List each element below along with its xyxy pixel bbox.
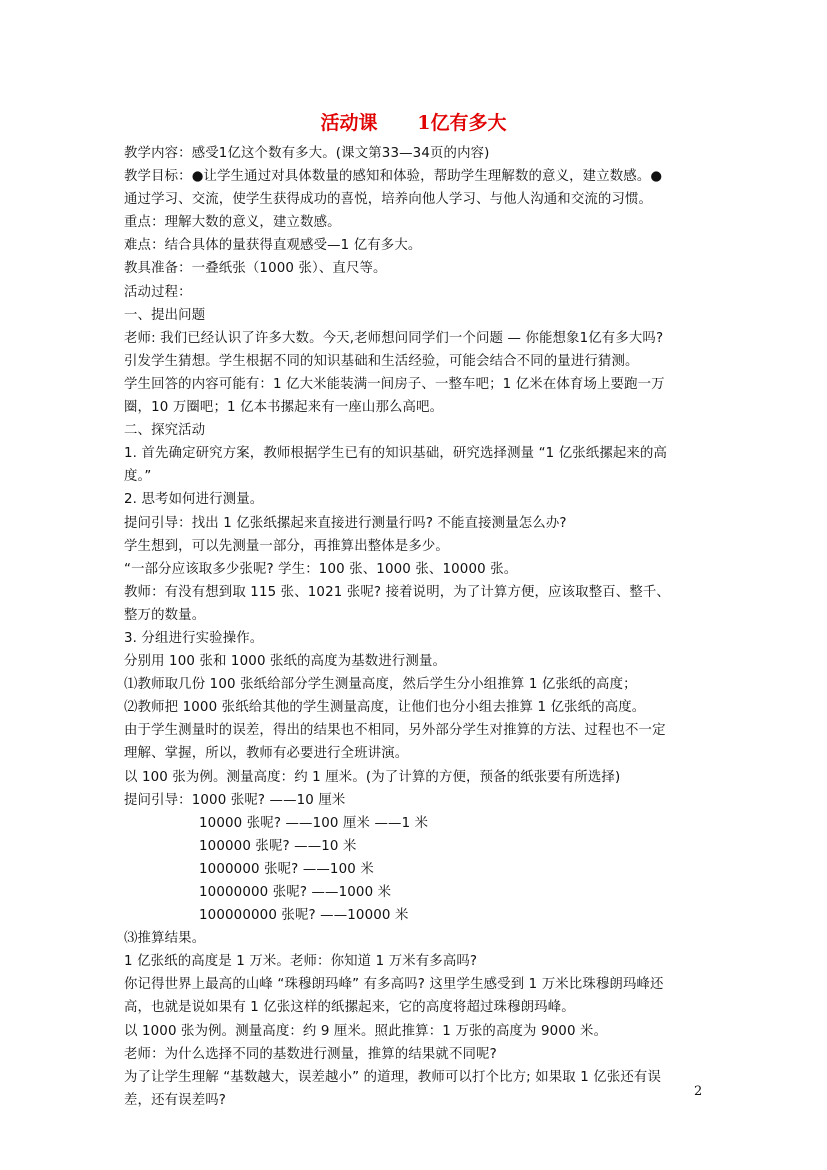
calculation-line: 10000000 张呢? ——1000 米: [199, 885, 392, 900]
content-line: 差，还有误差吗?: [124, 1092, 227, 1108]
content-line: 老师：为什么选择不同的基数进行测量，推算的结果就不同呢?: [124, 1046, 497, 1062]
content-line: 以 100 张为例。测量高度：约 1 厘米。(为了计算的方便，预备的纸张要有所选择): [124, 769, 621, 785]
content-line: 教师：有没有想到取 115 张、1021 张呢? 接着说明，为了计算方便，应该取整百、整千、: [124, 584, 670, 600]
calculation-line: 100000000 张呢? ——10000 米: [199, 908, 409, 924]
content-line: 活动过程：: [124, 284, 192, 300]
content-line: 度。”: [124, 469, 152, 485]
content-line: 1. 首先确定研究方案，教师根据学生已有的知识基础，研究选择测量 “1 亿张纸摞起来的高: [124, 446, 668, 462]
content-line: 学生回答的内容可能有：1 亿大米能装满一间房子、一整车吧；1 亿米在体育场上要跑一万: [124, 376, 665, 392]
content-line: ⑵教师把 1000 张纸给其他的学生测量高度，让他们也分小组去推算 1 亿张纸的高度。: [124, 700, 646, 716]
content-line: 3. 分组进行实验操作。: [124, 630, 264, 646]
content-line: ⑶推算结果。: [124, 931, 206, 947]
content-line: 高，也就是说如果有 1 亿张这样的纸摞起来，它的高度将超过珠穆朗玛峰。: [124, 1000, 575, 1016]
calculation-line: 100000 张呢? ——10 米: [199, 838, 357, 854]
page-number: 2: [694, 1084, 703, 1099]
content-line: 老师: 我们已经认识了许多大数。今天,老师想问同学们一个问题 — 你能想象1亿有多大吗?: [124, 330, 664, 346]
content-line: 教学内容：感受1亿这个数有多大。(课文第33—34页的内容): [124, 146, 490, 161]
content-line: 通过学习、交流，使学生获得成功的喜悦，培养向他人学习、与他人沟通和交流的习惯。: [124, 192, 653, 208]
content-line: 难点：结合具体的量获得直观感受—1 亿有多大。: [124, 238, 422, 254]
content-line: “一部分应该取多少张呢? 学生：100 张、1000 张、10000 张。: [124, 561, 518, 577]
content-line: 重点：理解大数的意义，建立数感。: [124, 215, 341, 231]
calculation-line: 10000 张呢? ——100 厘米 ——1 米: [199, 815, 429, 831]
content-line: 1 亿张纸的高度是 1 万米。老师：你知道 1 万米有多高吗?: [124, 954, 478, 970]
content-line: 2. 思考如何进行测量。: [124, 492, 264, 508]
page-title: 活动课 1亿有多大: [320, 112, 507, 134]
content-line: 为了让学生理解 “基数越大，误差越小” 的道理，教师可以打个比方; 如果取 1 亿张还有误: [124, 1069, 661, 1085]
content-line: 教具准备：一叠纸张（1000 张）、直尺等。: [124, 261, 387, 277]
document-body: [124, 142, 710, 1112]
calculation-line: 1000000 张呢? ——100 米: [199, 861, 374, 877]
content-line: 分别用 100 张和 1000 张纸的高度为基数进行测量。: [124, 654, 447, 670]
content-line: 由于学生测量时的误差，得出的结果也不相同，另外部分学生对推算的方法、过程也不一定: [124, 723, 666, 739]
content-line: 你记得世界上最高的山峰 “珠穆朗玛峰” 有多高吗? 这里学生感受到 1 万米比珠穆朗玛峰还: [124, 977, 664, 993]
section-heading: 一、提出问题: [124, 307, 206, 323]
content-line: ⑴教师取几份 100 张纸给部分学生测量高度，然后学生分小组推算 1 亿张纸的高度；: [124, 677, 637, 693]
content-line: 圈，10 万圈吧；1 亿本书摞起来有一座山那么高吧。: [124, 400, 444, 416]
content-line: 提问引导：找出 1 亿张纸摞起来直接进行测量行吗? 不能直接测量怎么办?: [124, 515, 567, 531]
content-line: 以 1000 张为例。测量高度：约 9 厘米。照此推算：1 万张的高度为 9000 米。: [124, 1023, 608, 1039]
content-line: 引发学生猜想。学生根据不同的知识基础和生活经验，可能会结合不同的量进行猜测。: [124, 353, 639, 369]
content-line: 教学目标：●让学生通过对具体数量的感知和体验，帮助学生理解数的意义，建立数感。●: [124, 169, 663, 185]
section-heading: 二、探究活动: [124, 423, 206, 439]
content-line: 提问引导：1000 张呢? ——10 厘米: [124, 792, 346, 808]
content-line: 理解、掌握，所以，教师有必要进行全班讲演。: [124, 746, 409, 762]
content-line: 整万的数量。: [124, 607, 206, 623]
content-line: 学生想到，可以先测量一部分，再推算出整体是多少。: [124, 538, 449, 554]
